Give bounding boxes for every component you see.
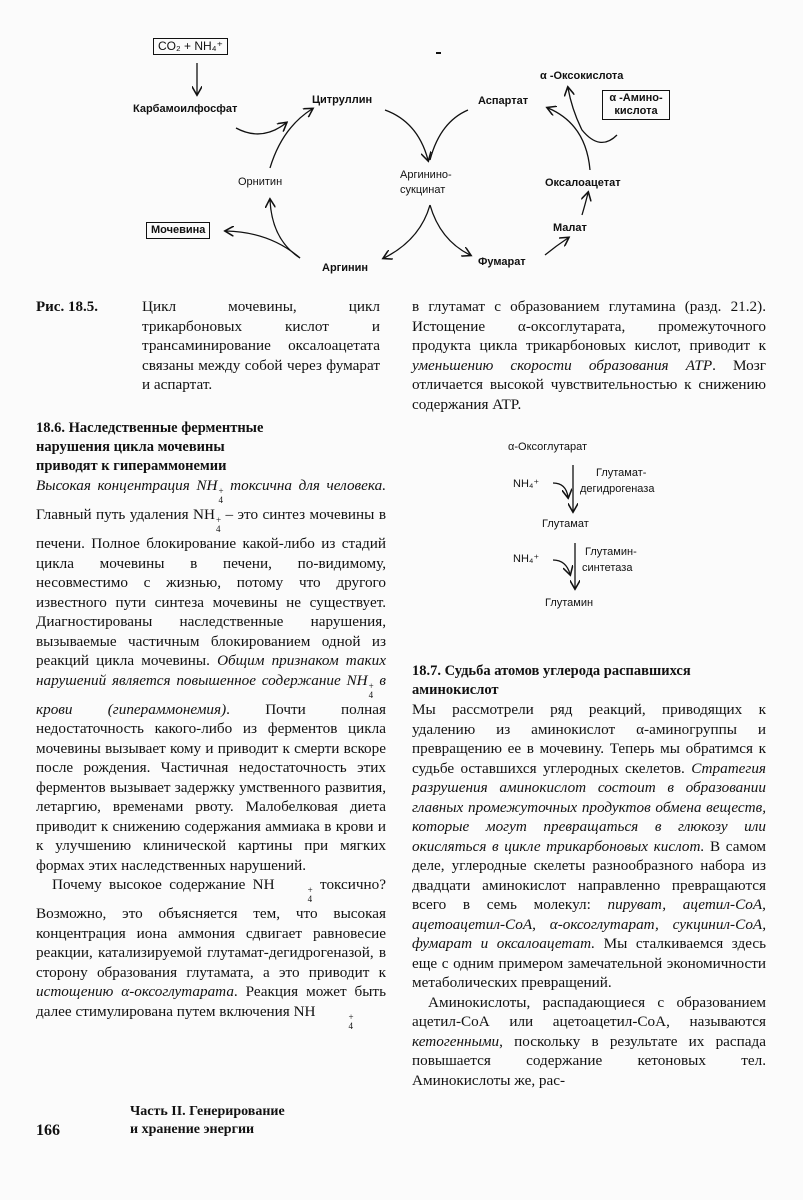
body-text: в глутамат с образованием глутамина (разд. 21.2). Истощение α-оксоглутарата, промежуточного продукта цикла трикарбоновых кислот, приводит к <box>412 298 766 354</box>
section-18-7 <box>412 662 766 1090</box>
heading-line: аминокислот <box>412 682 499 698</box>
italic-text: кетогенными <box>412 1032 500 1050</box>
scheme-nh4-1: NH₄⁺ <box>513 478 540 490</box>
footer-line: и хранение энергии <box>130 1122 255 1137</box>
node-ornithine: Орнитин <box>238 176 283 188</box>
italic-text: истощению α-оксоглутарата <box>36 983 234 1000</box>
scheme-glutamate: Глутамат <box>542 518 589 530</box>
body-text: . Реакция может быть далее стимулирована путем включения NH <box>36 983 386 1020</box>
italic-text: токсична для человека. <box>223 477 386 494</box>
body-text: Почему высокое содержание NH <box>52 876 275 893</box>
node-alpha-amino-acid-line1: α -Амино- <box>609 92 663 104</box>
node-carbamoyl-phosphate: Карбамоилфосфат <box>133 103 238 115</box>
page-number: 166 <box>36 1122 60 1139</box>
co2-nh4-box: CO₂ + NH₄⁺ <box>153 38 228 55</box>
body-text: – это синтез мочевины в печени. Полное блокирование какой-либо из стадий цикла мочевины в печени, по-видимому, несовместимо с жизнью, потому что другого известного пути синтеза мочевины не существует. Диагностированы наследственные нарушения, вызываемые частичным блокированием одной из реакций цикла мочевины. <box>36 506 386 669</box>
body-text: В самом деле, углеродные скелеты разнообразного набора из двадцати аминокислот направленно превращаются всего в семь молекул: <box>412 837 766 913</box>
node-argininosuccinate-line1: Аргинино- <box>400 169 452 181</box>
scheme-enzyme2-line2: синтетаза <box>582 562 633 574</box>
node-malate: Малат <box>553 222 587 234</box>
body-text: , поскольку в результате их распада повышается содержание кетоновых тел. Аминокислоты же, рас- <box>412 1032 766 1089</box>
body-text: Главный путь удаления NH <box>36 506 215 523</box>
figure-caption-text: Цикл мочевины, цикл трикарбоновых кислот и трансаминирование оксалоацетата связаны между собой через фумарат и аспартат. <box>142 298 380 393</box>
body-text: . Почти полная недостаточность какого-либо из ферментов цикла мочевины вызывает кому и приводит к смерти вскоре после рождения. Частичная недостаточность этих ферментов вызывает задержку умственного развития, летаргию, временами рвоту. Малобелковая диета приводит к снижению содержания аммиака в крови и к улучшению клинической картины при мягких формах этих наследственных нарушений. <box>36 700 387 874</box>
scheme-nh4-2: NH₄⁺ <box>513 553 540 565</box>
body-text: . Мозг отличается высокой чувствительностью к снижению содержания ATP. <box>412 356 766 413</box>
italic-text: уменьшению скорости образования ATP <box>412 356 713 374</box>
section-18-6-paragraph-1: Высокая концентрация NH + 4 токсична для человека. Главный путь удаления NH + 4 – это синтез мочевины в печени. Полное блокирование какой-либо из стадий цикла мочевины в печени, по-видимому, несовместимо с жизнью, потому что другого известного пути синтеза мочевины не существует. Диагностированы наследственные нарушения, вызываемые частичным блокированием одной из реакций цикла мочевины. Общим признаком таких нарушений является повышенное содержание NH + 4 в крови (гипераммонемия). Почти полная недостаточность какого-либо из ферментов цикла мочевины вызывает кому и приводит к смерти вскоре после рождения. Частичная недостаточность этих ферментов вызывает задержку умственного развития, летаргию, временами рвоту. Малобелковая диета приводит к снижению содержания аммиака в крови и к улучшению клинической картины при мягких формах этих наследственных нарушений. <box>36 477 387 874</box>
scheme-enzyme1-line2: дегидрогеназа <box>580 483 655 495</box>
node-fumarate: Фумарат <box>478 256 526 268</box>
node-urea: Мочевина <box>146 222 210 239</box>
italic-text: пируват, ацетил-СоА, ацетоацетил-СоА, α-оксоглутарат, сукцинил-СоА, фумарат и оксалоацетат. <box>412 896 766 952</box>
node-arginine: Аргинин <box>322 262 369 274</box>
body-text: токсично? Возможно, это объясняется тем, что высокая концентрация иона аммония сдвигает равновесие реакции, катализируемой глутамат-дегидрогеназой, в сторону образования глутамата, а это приводит к <box>36 876 387 981</box>
heading-line: нарушения цикла мочевины <box>36 439 225 455</box>
figure-caption-label: Рис. 18.5. <box>36 299 98 315</box>
scheme-glutamine: Глутамин <box>545 597 594 609</box>
node-alpha-keto-acid: α -Оксокислота <box>540 70 624 82</box>
footer-line: Часть II. Генерирование <box>130 1104 285 1119</box>
heading-line: 18.6. Наследственные ферментные <box>36 420 264 436</box>
italic-text: в крови (гипераммонемия) <box>36 671 386 718</box>
scheme-enzyme2-line1: Глутамин- <box>585 546 637 558</box>
node-aspartate: Аспартат <box>478 95 529 107</box>
section-18-6-paragraph-2: Почему высокое содержание NH + 4 токсично? Возможно, это объясняется тем, что высокая концентрация иона аммония сдвигает равновесие реакции, катализируемой глутамат-дегидрогеназой, в сторону образования глутамата, а это приводит к истощению α-оксоглутарата. Реакция может быть далее стимулирована путем включения NH + 4 <box>36 876 387 1031</box>
heading-line: 18.7. Судьба атомов углерода распавшихся <box>412 663 691 679</box>
italic-text: Стратегия разрушения аминокислот состоит в образовании главных промежуточных продуктов обмена веществ, которые могут превращаться в глюкозу или окисляться в цикле трикарбоновых кислот. <box>412 759 766 855</box>
node-oxaloacetate: Оксалоацетат <box>545 177 621 189</box>
scheme-enzyme1-line1: Глутамат- <box>596 467 647 479</box>
body-text: Мы сталкиваемся здесь еще с одним примером замечательной экономичности метаболических превращений. <box>412 935 766 991</box>
italic-text: Высокая концентрация NH <box>36 477 218 494</box>
section-18-7-paragraph-2 <box>412 993 766 1091</box>
section-18-7-paragraph-1 <box>412 700 766 993</box>
node-argininosuccinate-line2: сукцинат <box>400 184 446 196</box>
body-text: Аминокислоты, распадающиеся с образованием ацетил-СоА или ацетоацетил-СоА, называются <box>412 993 766 1030</box>
heading-line: приводят к гипераммонемии <box>36 458 227 474</box>
scheme-alpha-ketoglutarate: α-Оксоглутарат <box>508 441 588 453</box>
italic-text: Общим признаком таких нарушений является повышенное содержание NH <box>36 652 386 689</box>
running-footer-part <box>130 1103 285 1139</box>
node-citrulline: Цитруллин <box>312 94 373 106</box>
body-text: Мы рассмотрели ряд реакций, приводящих к удалению из аминокислот α-аминогруппы и превращению ее в мочевину. Теперь мы обратимся к судьбе оставшихся углеродных скелетов. <box>412 701 766 777</box>
section-18-7-heading <box>412 662 766 700</box>
node-alpha-amino-acid-line2: кислота <box>614 105 658 117</box>
